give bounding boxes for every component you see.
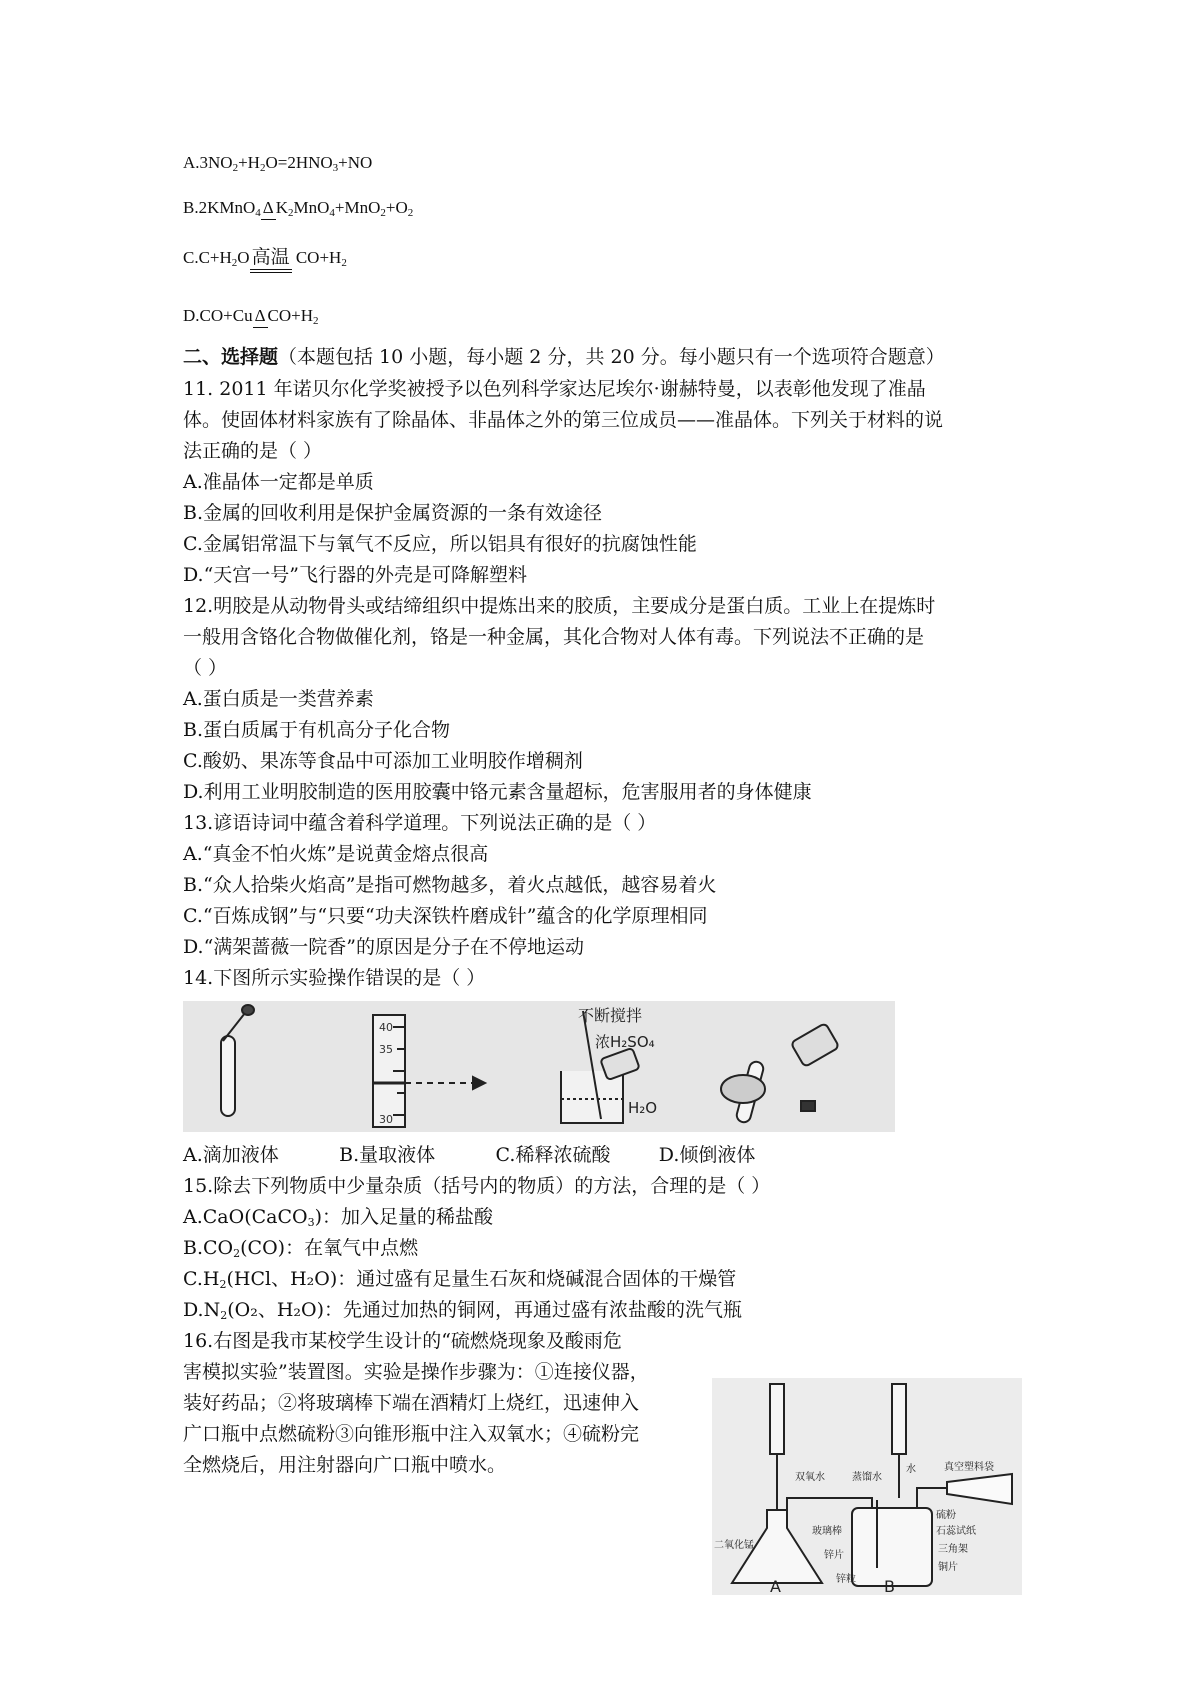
- acid-label: 浓H₂SO₄: [595, 1033, 655, 1051]
- q16-stem-line: 16.右图是我市某校学生设计的“硫燃烧现象及酸雨危: [183, 1330, 622, 1352]
- q16-stem-line: 装好药品；②将玻璃棒下端在酒精灯上烧红，迅速伸入: [183, 1392, 640, 1414]
- q11-stem-line: 11. 2011 年诺贝尔化学奖被授予以色列科学家达尼埃尔·谢赫特曼，以表彰他发现了准晶: [183, 378, 926, 400]
- figure-label: 硫粉: [936, 1510, 956, 1521]
- flask-a-label: A: [770, 1577, 781, 1595]
- q11-option-b: B.金属的回收利用是保护金属资源的一条有效途径: [183, 502, 603, 524]
- eq-option-d: D.CO+Cu Δ $CO+H_2$: [183, 303, 319, 334]
- q12-stem-line: 一般用含铬化合物做催化剂，铬是一种金属，其化合物对人体有毒。下列说法不正确的是: [183, 626, 925, 648]
- figure-label: 石蕊试纸: [936, 1526, 976, 1537]
- q14-figure: [183, 1001, 895, 1132]
- q12-stem-line: 12.明胶是从动物骨头或结缔组织中提炼出来的胶质，主要成分是蛋白质。工业上在提炼时: [183, 595, 936, 617]
- tick-label: 35: [379, 1043, 393, 1056]
- q15-option-c: $C.H_2(HCl$、H₂O)：通过盛有足量生石灰和烧碱混合固体的干燥管: [183, 1268, 737, 1291]
- heat-condition: Δ: [261, 195, 276, 221]
- q16-apparatus-figure: [712, 1378, 1022, 1595]
- q12-option-b: B.蛋白质属于有机高分子化合物: [183, 719, 451, 741]
- q15-option-b: $B.CO_2(CO)$：在氧气中点燃: [183, 1237, 419, 1260]
- q11-stem-line: 体。使固体材料家族有了除晶体、非晶体之外的第三位成员——准晶体。下列关于材料的说: [183, 409, 944, 431]
- q12-option-a: A.蛋白质是一类营养素: [183, 688, 374, 710]
- figure-label: 双氧水: [795, 1472, 825, 1483]
- figure-label: 锌片: [824, 1550, 844, 1561]
- figure-label: 玻璃棒: [812, 1526, 842, 1537]
- q15-option-d: $D.N_2(O_2$、H₂O)：先通过加热的铜网，再通过盛有浓盐酸的洗气瓶: [183, 1299, 743, 1322]
- section-heading: 二、选择题（本题包括 10 小题，每小题 2 分，共 20 分。每小题只有一个选项符合题意）: [183, 346, 945, 368]
- q11-stem-line: 法正确的是（ ）: [183, 440, 323, 462]
- q13-option-a: A.“真金不怕火炼”是说黄金熔点很高: [183, 843, 489, 865]
- q16-stem-line: 全燃烧后，用注射器向广口瓶中喷水。: [183, 1454, 507, 1476]
- pouring-liquid-image: [721, 1023, 839, 1124]
- stir-label: 不断搅拌: [578, 1006, 643, 1025]
- bottle-b-label: B: [884, 1577, 895, 1595]
- figure-label: 真空塑料袋: [944, 1462, 994, 1473]
- tick-label: 40: [379, 1021, 393, 1034]
- figure-label: 水: [906, 1464, 916, 1475]
- q15-option-a: A.CaO(CaCO$_3$)：加入足量的稀盐酸: [183, 1206, 494, 1229]
- q12-option-c: C.酸奶、果冻等食品中可添加工业明胶作增稠剂: [183, 750, 583, 772]
- q13-option-c: C.“百炼成钢”与“只要“功夫深铁杵磨成针”蕴含的化学原理相同: [183, 905, 708, 927]
- q15-stem-line: 15.除去下列物质中少量杂质（括号内的物质）的方法，合理的是（ ）: [183, 1175, 771, 1197]
- eq-option-c: $C.C+H_2O$ 高温 $CO+H_2$: [183, 245, 347, 276]
- q14-stem-line: 14.下图所示实验操作错误的是（ ）: [183, 967, 486, 989]
- q12-option-d: D.利用工业明胶制造的医用胶囊中铬元素含量超标，危害服用者的身体健康: [183, 781, 812, 803]
- figure-label: 蒸馏水: [852, 1472, 882, 1483]
- q12-stem-line: （ ）: [183, 657, 228, 679]
- q11-option-a: A.准晶体一定都是单质: [183, 471, 374, 493]
- figure-label: 二氧化锰: [714, 1540, 754, 1551]
- figure-label: 铜片: [938, 1562, 958, 1573]
- heat-condition: Δ: [253, 303, 268, 329]
- q14-options-row: A.滴加液体 B.量取液体 C.稀释浓硫酸 D.倾倒液体: [183, 1144, 756, 1166]
- eq-option-a: $A.3NO_2+H_2O=2HNO_3+NO$: [183, 153, 373, 174]
- eq-option-b: B.2KMnO$_4$ Δ $K_2MnO_4+MnO_2+O_2$: [183, 195, 413, 226]
- figure-label: 锌粒: [836, 1574, 856, 1585]
- q16-stem-line: 害模拟实验”装置图。实验是操作步骤为：①连接仪器，: [183, 1361, 649, 1383]
- q13-option-b: B.“众人拾柴火焰高”是指可燃物越多，着火点越低，越容易着火: [183, 874, 717, 896]
- water-label: H₂O: [628, 1099, 658, 1117]
- figure-label: 三角架: [938, 1544, 968, 1555]
- q11-option-c: C.金属铝常温下与氧气不反应，所以铝具有很好的抗腐蚀性能: [183, 533, 697, 555]
- tick-label: 30: [379, 1113, 393, 1126]
- q16-stem-line: 广口瓶中点燃硫粉③向锥形瓶中注入双氧水；④硫粉完: [183, 1423, 640, 1445]
- q13-option-d: D.“满架蔷薇一院香”的原因是分子在不停地运动: [183, 936, 585, 958]
- high-temp-condition: 高温: [250, 245, 292, 271]
- q13-stem-line: 13.谚语诗词中蕴含着科学道理。下列说法正确的是（ ）: [183, 812, 657, 834]
- q11-option-d: D.“天宫一号”飞行器的外壳是可降解塑料: [183, 564, 528, 586]
- dropper-test-tube-image: [221, 1005, 254, 1116]
